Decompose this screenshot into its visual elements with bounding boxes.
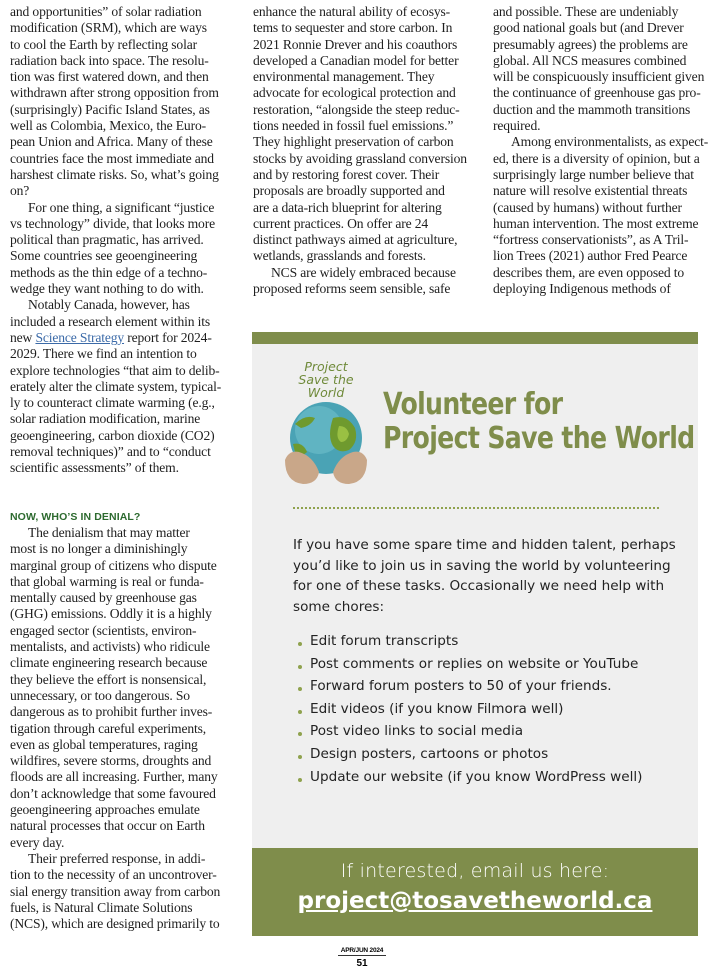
- text-line: that global warming is real or funda-: [10, 573, 204, 589]
- text-line: dangerous as to prohibit further inves-: [10, 704, 213, 720]
- text-line: The denialism that may matter: [28, 525, 190, 540]
- text-line: floods are all increasing. Further, many: [10, 769, 218, 785]
- text-line: and by restoring forest cover. Their: [253, 166, 440, 182]
- task-item: Update our website (if you know WordPress well): [298, 766, 642, 789]
- text-line: mentalists, and activists) who ridicule: [10, 639, 210, 655]
- text-line: vs technology” divide, that looks more: [10, 215, 215, 231]
- contact-label: If interested, email us here:: [340, 860, 610, 882]
- text-line: removal techniques)” and to “conduct: [10, 444, 211, 460]
- page-footer: [338, 947, 386, 969]
- text-line: (NCS), which are designed primarily to: [10, 916, 220, 932]
- text-line: geoengineering approaches emulate: [10, 802, 200, 818]
- task-item: Post comments or replies on website or YouTube: [298, 653, 642, 676]
- ad-top-bar: [252, 332, 698, 344]
- bullet-icon: [298, 642, 302, 646]
- text-line: global. All NCS measures combined: [493, 52, 687, 68]
- text-line: presumably agrees) the problems are: [493, 36, 688, 52]
- text-line: wedge they want nothing to do with.: [10, 281, 204, 297]
- text-line: good national goals but (and Drever: [493, 20, 684, 36]
- text-line: and possible. These are undeniably: [493, 4, 679, 19]
- text-line: will be conspicuously insufficient given: [493, 69, 705, 85]
- contact-banner: [252, 848, 698, 936]
- article-column-3: [493, 4, 720, 297]
- column3-text: [493, 4, 720, 297]
- text-line: stocks by avoiding grassland conversion: [253, 150, 467, 166]
- text-line: describes them, are even opposed to: [493, 264, 685, 280]
- text-line: political than pragmatic, has arrived.: [10, 232, 204, 248]
- text-line: geoengineering, carbon dioxide (CO2): [10, 427, 215, 443]
- text-line: (surprisingly) Pacific Island States, as: [10, 101, 210, 117]
- text-line: wildfires, severe storms, droughts and: [10, 753, 212, 769]
- globe-in-hands-icon: [285, 400, 367, 486]
- text-line: tems to sequester and store carbon. In: [253, 20, 453, 36]
- text-line: fuels, is Natural Climate Solutions: [10, 899, 193, 915]
- page-number: 51: [356, 958, 368, 969]
- text-line: current practices. On offer are 24: [253, 215, 429, 231]
- column2-text: [253, 4, 489, 297]
- text-line: modification (SRM), which are ways: [10, 20, 207, 36]
- logo-text: Project Save the World: [298, 359, 354, 400]
- text-line: tion was first watered down, and then: [10, 69, 209, 85]
- text-line: required.: [493, 118, 541, 134]
- text-line: “fortress conservationists”, as A Tril-: [493, 232, 689, 248]
- bullet-icon: [298, 687, 302, 691]
- text-line: For one thing, a significant “justice: [28, 199, 215, 215]
- text-line: environmental management. They: [253, 69, 435, 85]
- text-line: they believe the effort is nonsensical,: [10, 671, 207, 687]
- text-line: most is no longer a diminishingly: [10, 541, 188, 557]
- text-line: even as global temperatures, raging: [10, 736, 198, 752]
- text-line: solar radiation modification, marine: [10, 411, 201, 427]
- text-line: nature will resolve existential threats: [493, 183, 688, 199]
- text-line: tion to the necessity of an uncontrover-: [10, 867, 217, 883]
- science-strategy-link[interactable]: Science Strategy: [35, 329, 125, 345]
- text-line: are a data-rich blueprint for altering: [253, 199, 442, 215]
- text-line: Among environmentalists, as expect-: [511, 134, 709, 150]
- volunteer-ad-box: [252, 332, 698, 936]
- bullet-icon: [298, 710, 302, 714]
- text-line: duction and the mammoth transitions: [493, 101, 691, 117]
- ad-intro: If you have some spare time and hidden talent, perhaps you’d like to join us in saving the world by volunteering for one of these tasks. Occasionally we need help with some chores:: [293, 537, 676, 615]
- text-line: to cool the Earth by reflecting solar: [10, 36, 197, 52]
- task-item: Edit videos (if you know Filmora well): [298, 698, 642, 721]
- column1-bottom: [10, 525, 246, 932]
- text-line: restoration, “alongside the steep reduc-: [253, 101, 460, 117]
- text-line: (caused by humans) without further: [493, 199, 682, 215]
- text-line: human intervention. The most extreme: [493, 215, 699, 231]
- text-line: lion Trees (2021) author Fred Pearce: [493, 248, 688, 264]
- text-line: don’t acknowledge that some favoured: [10, 785, 216, 801]
- task-list: [298, 630, 642, 788]
- text-line: methods as the thin edge of a techno-: [10, 264, 208, 280]
- column1-top: [10, 4, 246, 330]
- text-line: wetlands, grasslands and forests.: [253, 248, 426, 264]
- bullet-icon: [298, 732, 302, 736]
- text-line: tigation through careful experiments,: [10, 720, 207, 736]
- column1-mid: [10, 346, 246, 476]
- text-line: scientific assessments” of them.: [10, 460, 179, 476]
- text-line: distinct pathways aimed at agriculture,: [253, 232, 458, 248]
- article-column-1: [10, 4, 246, 477]
- text-line: every day.: [10, 834, 65, 850]
- text-line: pean Union and Africa. Many of these: [10, 134, 213, 150]
- text-line: 2029. There we find an intention to: [10, 346, 197, 362]
- text-line: and opportunities” of solar radiation: [10, 4, 202, 19]
- bullet-icon: [298, 665, 302, 669]
- text-line: They highlight preservation of carbon: [253, 134, 454, 150]
- text-line: radiation back into space. The resolu-: [10, 52, 209, 68]
- text-line: the continuance of greenhouse gas pro-: [493, 85, 701, 101]
- text-line: Some countries see geoengineering: [10, 248, 198, 264]
- task-item: Post video links to social media: [298, 720, 642, 743]
- text-line: included a research element within its: [10, 313, 211, 329]
- dotted-divider: [293, 507, 659, 509]
- section-heading: NOW, WHO’S IN DENIAL?: [10, 511, 141, 523]
- text-line: natural processes that occur on Earth: [10, 818, 205, 834]
- issue-date: APR/JUN 2024: [338, 947, 386, 956]
- bullet-icon: [298, 778, 302, 782]
- text-line: harshest climate risks. So, what’s going: [10, 166, 219, 182]
- text-line: on?: [10, 183, 30, 199]
- contact-email-link[interactable]: project@tosavetheworld.ca: [297, 888, 653, 914]
- task-item: Design posters, cartoons or photos: [298, 743, 642, 766]
- text-line: withdrawn after strong opposition from: [10, 85, 219, 101]
- text-line: climate engineering research because: [10, 655, 208, 671]
- article-column-1-continued: [10, 525, 246, 932]
- text-line: developed a Canadian model for better: [253, 52, 459, 68]
- text-line: mentally caused by greenhouse gas: [10, 590, 197, 606]
- text-line: ly to counteract climate warming (e.g.,: [10, 395, 215, 411]
- text-line: proposed reforms seem sensible, safe: [253, 281, 451, 297]
- text-line: advocate for ecological protection and: [253, 85, 456, 101]
- article-column-2: [253, 4, 489, 297]
- text-line: explore technologies “that aim to delib-: [10, 362, 220, 378]
- bullet-icon: [298, 755, 302, 759]
- project-save-the-world-logo: [285, 360, 367, 486]
- text-line: deploying Indigenous methods of: [493, 281, 671, 297]
- text-line: sial energy transition away from carbon: [10, 883, 221, 899]
- task-item: Edit forum transcripts: [298, 630, 642, 653]
- text-line: ed, there is a diversity of opinion, but a: [493, 150, 700, 166]
- text-line: countries face the most immediate and: [10, 150, 214, 166]
- text-line: engaged sector (scientists, environ-: [10, 622, 197, 638]
- text-line: (GHG) emissions. Oddly it is a highly: [10, 606, 212, 622]
- text-line-with-link: new Science Strategy report for 2024-: [10, 329, 212, 345]
- text-line: 2021 Ronnie Drever and his coauthors: [253, 36, 458, 52]
- text-line: Their preferred response, in addi-: [28, 850, 206, 866]
- text-line: unnecessary, or too dangerous. So: [10, 687, 190, 703]
- text-line: surprisingly large number believe that: [493, 166, 694, 182]
- text-line: Notably Canada, however, has: [28, 297, 190, 313]
- text-line: marginal group of citizens who dispute: [10, 557, 217, 573]
- task-item: Forward forum posters to 50 of your friends.: [298, 675, 642, 698]
- text-line: NCS are widely embraced because: [271, 264, 456, 280]
- text-line: tions needed in fossil fuel emissions.”: [253, 118, 454, 134]
- text-line: proposals are broadly supported and: [253, 183, 445, 199]
- text-line: enhance the natural ability of ecosys-: [253, 4, 450, 19]
- ad-title: Volunteer for Project Save the World: [383, 387, 695, 456]
- text-line: well as Colombia, Mexico, the Euro-: [10, 118, 206, 134]
- text-line: erately alter the climate system, typical-: [10, 378, 222, 394]
